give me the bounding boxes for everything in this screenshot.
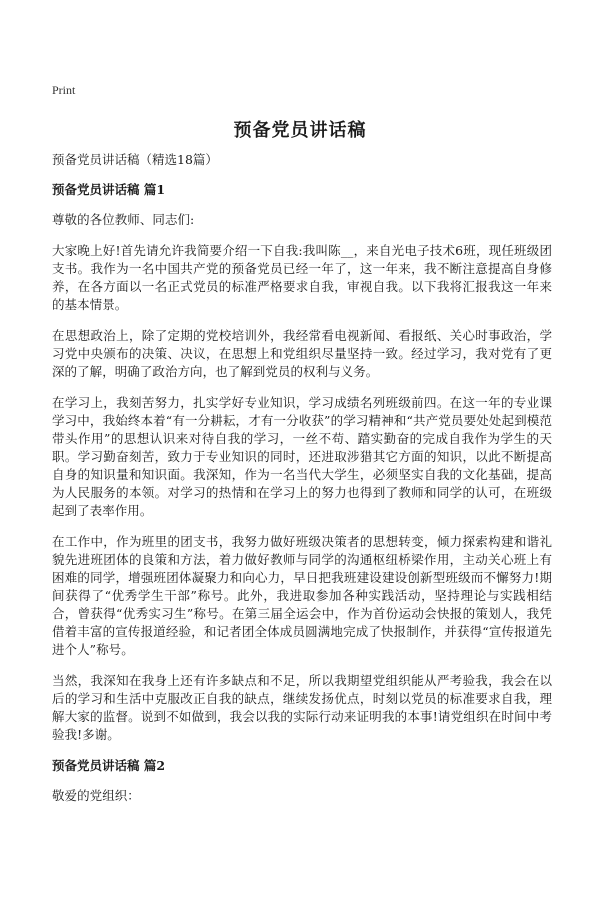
body-paragraph: 在工作中，作为班里的团支书，我努力做好班级决策者的思想转变，倾力探索构建和谐礼貌先进班团体的良策和方法，着力做好教师与同学的沟通枢纽桥梁作用，主动关心班上有困难的同学，增强班团体凝聚力和向心力，早日把我班建设建设创新型班级而不懈努力!期间获得了“优秀学生干部”称号。此外，我进取参加各种实践活动，坚持理论与实践相结合，曾获得“优秀实习生”称号。在第三届全运会中，作为首份运动会快报的策划人，我凭借着丰富的宣传报道经验，和记者团全体成员圆满地完成了快报制作，并获得“宣传报道先进个人”称号。	[52, 534, 552, 657]
body-paragraph: 在思想政治上，除了定期的党校培训外，我经常看电视新闻、看报纸、关心时事政治，学习党中央颁布的决策、决议，在思想上和党组织尽量坚持一致。经过学习，我对党有了更深的了解，明确了政治方向，也了解到党员的权利与义务。	[52, 328, 552, 379]
body-paragraph: 当然，我深知在我身上还有许多缺点和不足，所以我期望党组织能从严考验我，我会在以后的学习和生活中克服改正自我的缺点，继续发扬优点，时刻以党员的标准要求自我，理解大家的监督。说到不如做到，我会以我的实际行动来证明我的本事!请党组织在时间中考验我!多谢。	[52, 673, 552, 742]
document-body	[52, 151, 552, 818]
document-subtitle: 预备党员讲话稿（精选18篇）	[52, 152, 218, 167]
body-paragraph: 在学习上，我刻苦努力，扎实学好专业知识，学习成绩名列班级前四。在这一年的专业课学习中，我始终本着“有一分耕耘，才有一分收获”的学习精神和“共产党员要处处起到模范带头作用”的思想认识来对待自我的学习，一丝不苟、踏实勤奋的完成自我作为学生的天职。学习勤奋刻苦，致力于专业知识的同时，还进取涉猎其它方面的知识，以此不断提高自身的知识量和知识面。我深知，作为一名当代大学生，必须坚实自我的文化基础，提高为人民服务的本领。对学习的热情和在学习上的努力也得到了教师和同学的认可，在班级起到了表率作用。	[52, 395, 552, 518]
print-label: Print	[52, 83, 76, 97]
section-heading-2: 预备党员讲话稿 篇2	[52, 758, 166, 773]
greeting-paragraph: 敬爱的党组织：	[52, 788, 140, 803]
section-heading-1: 预备党员讲话稿 篇1	[52, 182, 166, 197]
greeting-paragraph: 尊敬的各位教师、同志们:	[52, 212, 195, 227]
page-title: 预备党员讲话稿	[233, 120, 367, 141]
body-paragraph: 大家晚上好!首先请允许我简要介绍一下自我:我叫陈__，来自光电子技术6班，现任班级团支书。我作为一名中国共产党的预备党员已经一年了，这一年来，我不断注意提高自身修养，在各方面以一名正式党员的标准严格要求自我，审视自我。以下我将汇报我这一年来的基本情景。	[52, 243, 552, 312]
